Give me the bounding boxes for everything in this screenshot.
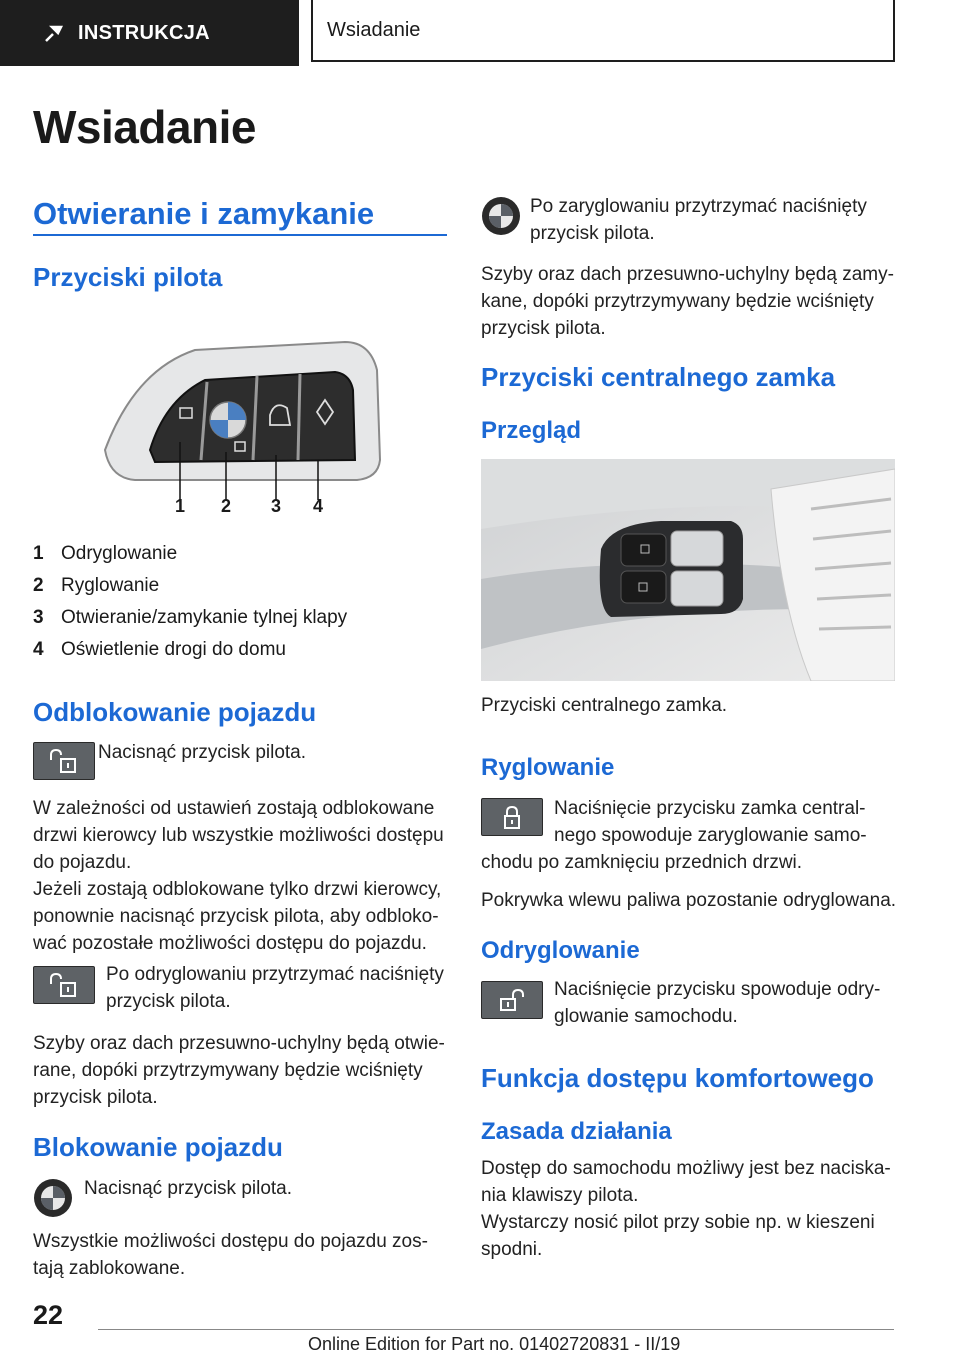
- heading-lock: Blokowanie pojazdu: [33, 1132, 283, 1162]
- lock-hold-instruction: Po zaryglowaniu przytrzymać naciśnięty przycisk pilota.: [530, 196, 867, 244]
- callout-2: 2: [221, 496, 232, 516]
- heading-remote-buttons: Przyciski pilota: [33, 262, 223, 292]
- heading-overview: Przegląd: [481, 417, 582, 444]
- remote-button-list: [33, 538, 433, 666]
- unlock-icon: [47, 972, 81, 998]
- heading-comfort-access: Funkcja dostępu komfortowego: [481, 1063, 874, 1093]
- callout-4: 4: [313, 496, 324, 516]
- bmw-logo-icon: [33, 1178, 73, 1218]
- photo-caption: Przyciski centralnego zamka.: [481, 695, 728, 716]
- unlock-paragraph-2: Jeżeli zostają odblokowane tylko drzwi kierowcy, ponownie nacisnąć przycisk pilota, aby odbloko- wać pozostałe możliwości dostępu do pojazdu.: [33, 879, 442, 954]
- list-item: 2 Ryglowanie: [33, 575, 160, 596]
- unlock-instruction: Nacisnąć przycisk pilota.: [98, 742, 307, 763]
- unlock-hold-button-icon: [33, 966, 95, 1004]
- wrench-icon: [44, 23, 64, 43]
- principle-paragraph-1: Dostęp do samochodu możliwy jest bez naciska- nia klawiszy pilota.: [481, 1158, 891, 1206]
- locking-instruction-2: chodu po zamknięciu przednich drzwi.: [481, 852, 803, 873]
- callout-1: 1: [175, 496, 186, 516]
- fuel-flap-note: Pokrywka wlewu paliwa pozostanie odryglowana.: [481, 890, 897, 911]
- footer-edition: Online Edition for Part no. 01402720831 - II/19: [308, 1334, 681, 1354]
- heading-central-lock: Przyciski centralnego zamka: [481, 362, 836, 392]
- heading-rule: [33, 234, 447, 236]
- unlock-hold-instruction: Po odryglowaniu przytrzymać naciśnięty przycisk pilota.: [106, 964, 444, 1012]
- page-header: [0, 0, 960, 66]
- footer-rule: [98, 1329, 894, 1330]
- page-title: Wsiadanie: [33, 101, 257, 153]
- heading-unlocking: Odryglowanie: [481, 937, 640, 964]
- manual-tab-label: INSTRUKCJA: [78, 21, 210, 44]
- manual-tab[interactable]: [0, 0, 299, 66]
- unlock-icon: [497, 988, 527, 1012]
- unlock-icon: [47, 748, 81, 774]
- heading-unlock: Odblokowanie pojazdu: [33, 697, 317, 727]
- unlock-central-button-icon: [481, 981, 543, 1019]
- central-lock-photo: [481, 459, 895, 681]
- locking-instruction-1: Naciśnięcie przycisku zamka central- nego spowoduje zaryglowanie samo-: [554, 798, 867, 846]
- section-tab-label: Wsiadanie: [327, 18, 421, 41]
- unlocking-instruction: Naciśnięcie przycisku spowoduje odry- glowanie samochodu.: [554, 979, 881, 1027]
- unlock-paragraph-1: W zależności od ustawień zostają odblokowane drzwi kierowcy lub wszystkie możliwości dostępu do pojazdu.: [33, 798, 444, 873]
- page-number: 22: [33, 1300, 64, 1330]
- section-tab[interactable]: [311, 0, 895, 62]
- bmw-logo-icon: [481, 196, 521, 236]
- list-item: 4 Oświetlenie drogi do domu: [33, 639, 286, 660]
- lock-paragraph-1: Wszystkie możliwości dostępu do pojazdu zos- tają zablokowane.: [33, 1231, 428, 1279]
- heading-principle: Zasada działania: [481, 1118, 672, 1145]
- unlock-paragraph-3: Szyby oraz dach przesuwno-uchylny będą otwie- rane, dopóki przytrzymywany będzie wciśnięty przycisk pilota.: [33, 1033, 445, 1108]
- lock-icon: [499, 804, 525, 830]
- lock-paragraph-2: Szyby oraz dach przesuwno-uchylny będą zamy- kane, dopóki przytrzymywany będzie wciśnięty przycisk pilota.: [481, 264, 894, 339]
- unlock-button-icon: [33, 742, 95, 780]
- callout-3: 3: [271, 496, 282, 516]
- heading-locking: Ryglowanie: [481, 754, 615, 781]
- principle-paragraph-2: Wystarczy nosić pilot przy sobie np. w kieszeni spodni.: [481, 1212, 875, 1260]
- list-item: 1 Odryglowanie: [33, 543, 178, 564]
- lock-instruction: Nacisnąć przycisk pilota.: [84, 1178, 293, 1199]
- lock-button-icon: [481, 798, 543, 836]
- list-item: 3 Otwieranie/zamykanie tylnej klapy: [33, 607, 348, 628]
- heading-open-close: Otwieranie i zamykanie: [33, 196, 375, 231]
- key-fob-illustration: [95, 330, 385, 520]
